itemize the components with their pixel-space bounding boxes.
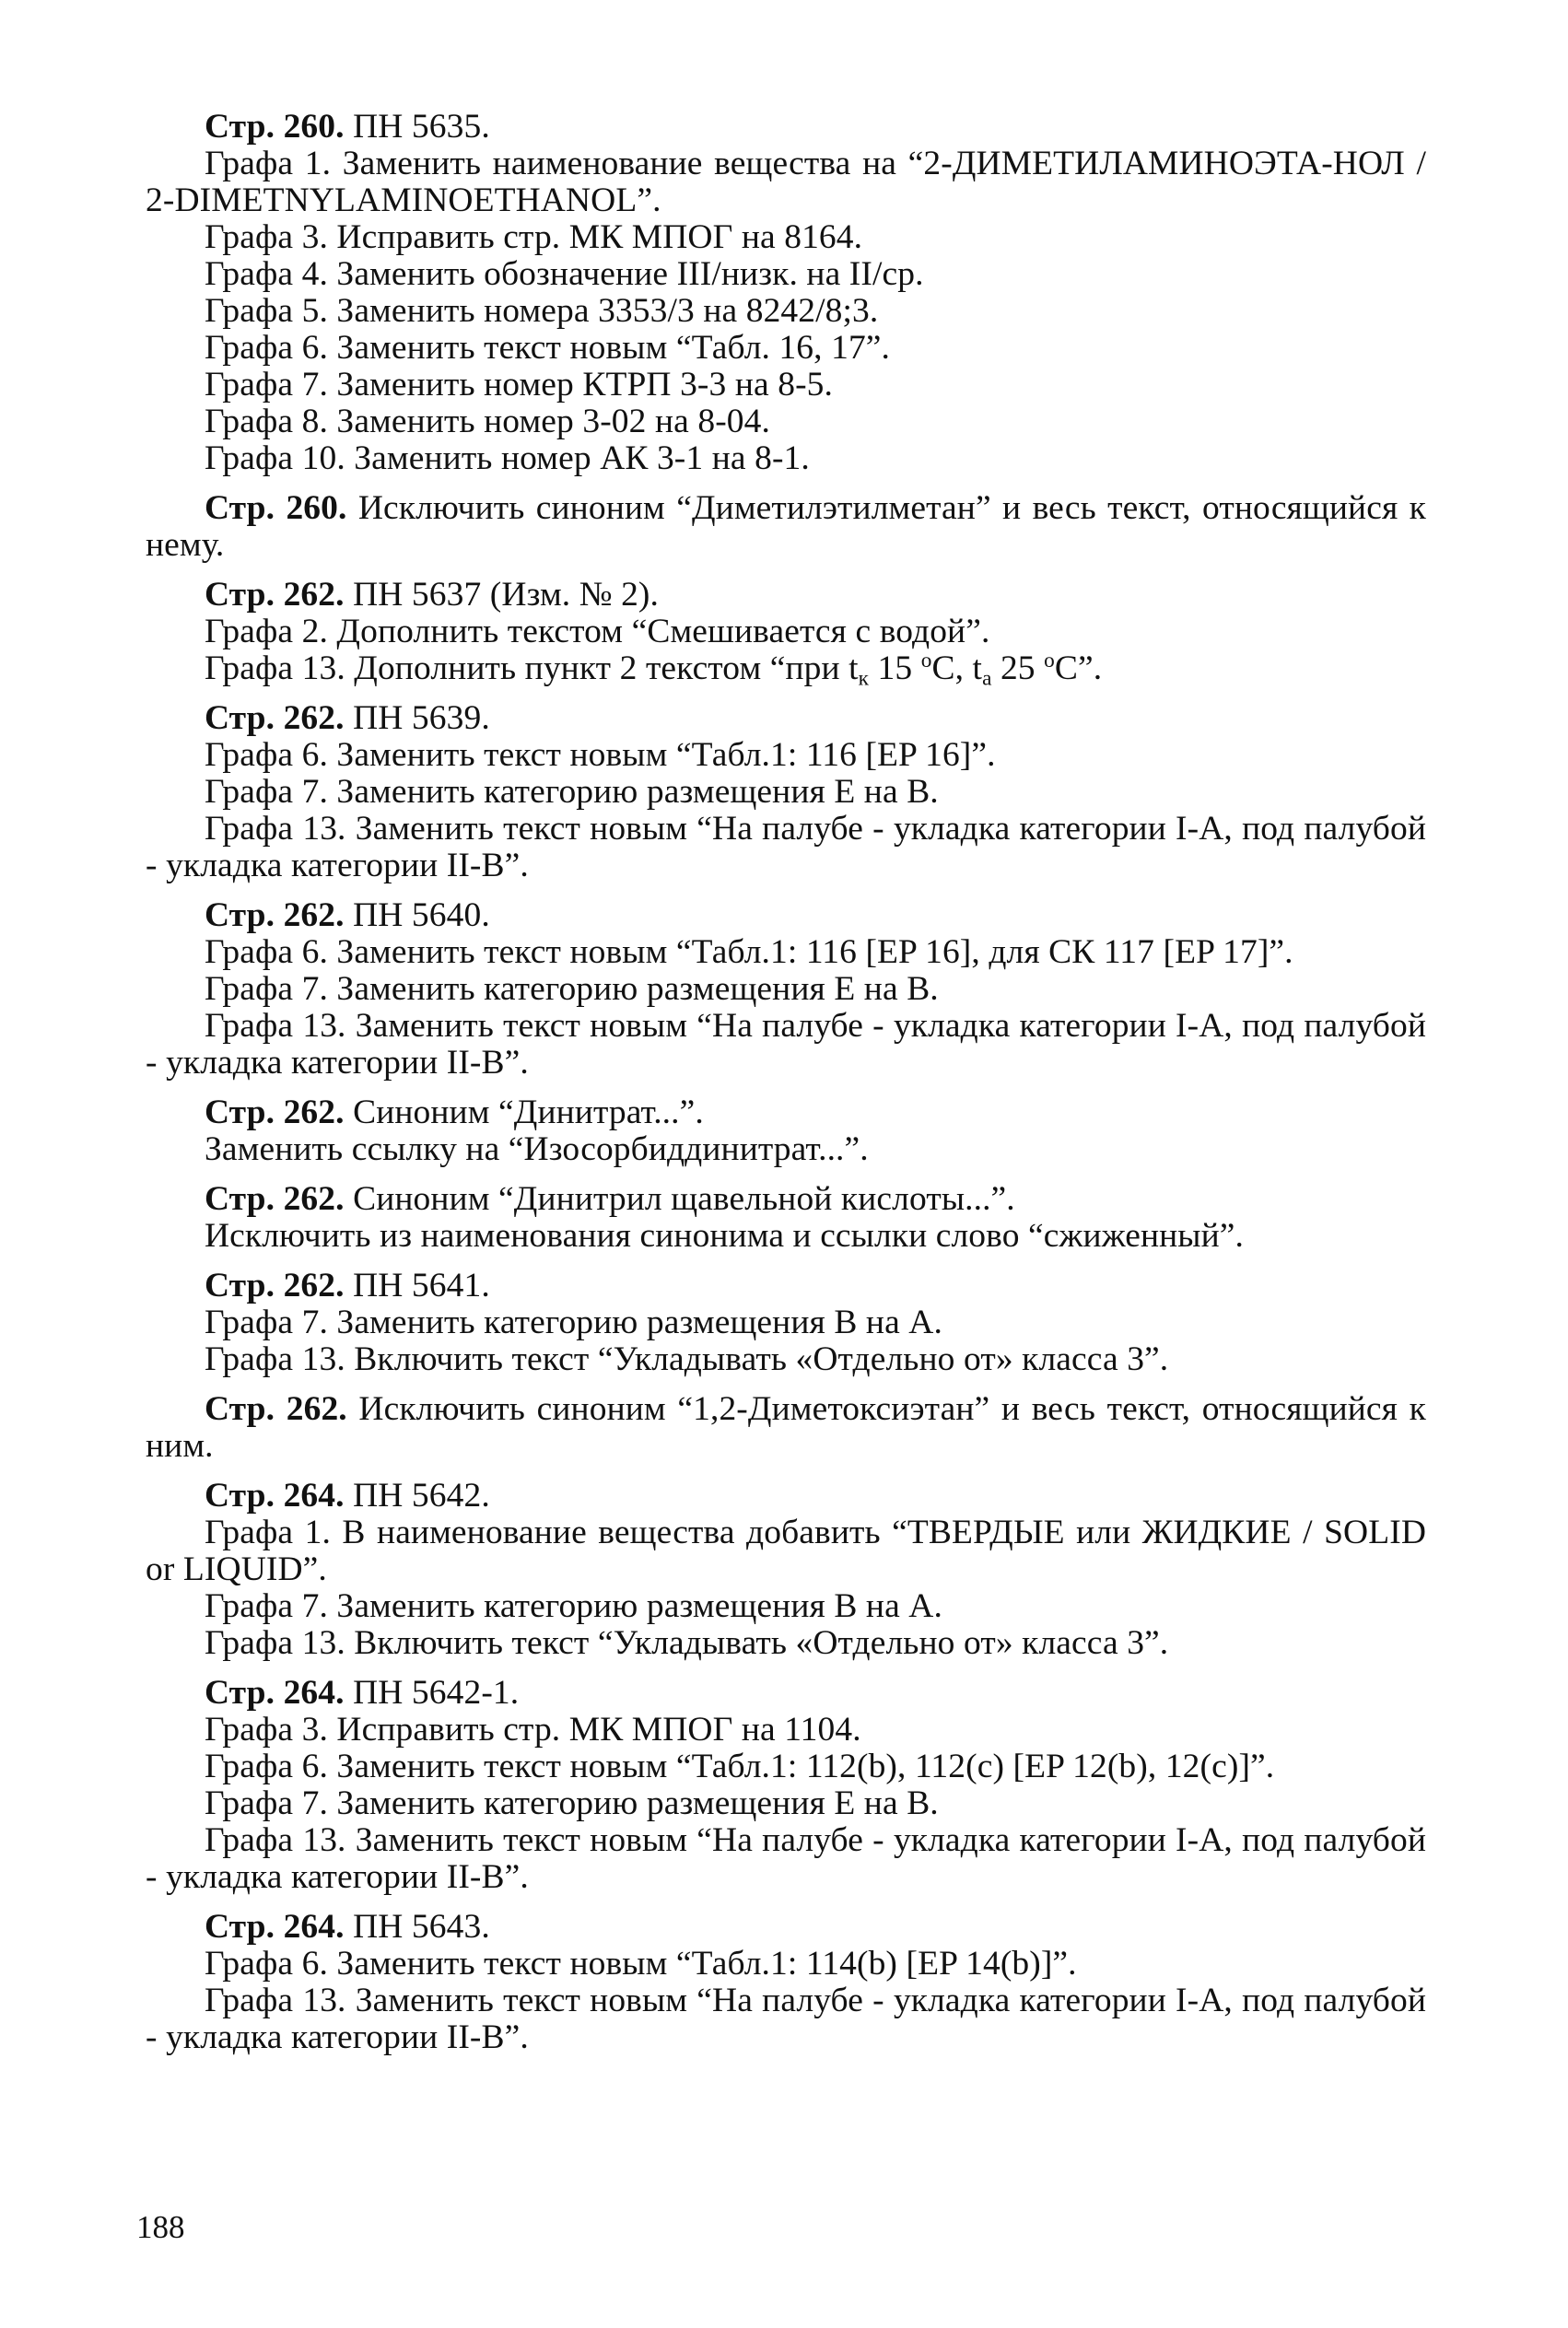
entry-heading — [146, 577, 1426, 614]
amendment-line: Исключить из наименования синонима и ссылки слово “сжиженный”. — [205, 1217, 1244, 1255]
entry-heading — [146, 1181, 1426, 1218]
amendment-entry — [146, 109, 1426, 477]
amendment-line: Графа 6. Заменить текст новым “Табл.1: 114(b) [EP 14(b)]”. — [205, 1945, 1077, 1983]
entry-heading-text: ПН 5635. — [344, 108, 490, 146]
page-reference: Стр. 260. — [205, 489, 347, 527]
amendment-line-temperature: Графа 13. Дополнить пункт 2 текстом “при $t_к$ 15 $^o$C, $t_a$ 25 $^o$C”. — [205, 649, 1103, 691]
amendment-line: Графа 7. Заменить категорию размещения В на А. — [205, 1587, 942, 1625]
entry-heading-text: ПН 5639. — [344, 699, 490, 737]
entry-heading — [146, 1268, 1426, 1304]
amendment-entry — [146, 1268, 1426, 1378]
page-reference: Стр. 262. — [205, 1390, 347, 1428]
page-reference: Стр. 264. — [205, 1477, 345, 1515]
entry-heading — [146, 1094, 1426, 1131]
amendment-line: Графа 6. Заменить текст новым “Табл. 16, 17”. — [205, 329, 891, 367]
amendment-line: Графа 8. Заменить номер 3-02 на 8-04. — [205, 403, 770, 440]
entry-heading — [146, 1909, 1426, 1946]
entry-heading-text: ПН 5642-1. — [344, 1674, 520, 1712]
amendment-line: Графа 13. Включить текст “Укладывать «Отдельно от» класса 3”. — [205, 1624, 1169, 1662]
page-reference: Стр. 262. — [205, 1267, 345, 1304]
entry-heading — [146, 1478, 1426, 1515]
page-reference: Стр. 262. — [205, 896, 345, 934]
amendment-line: Графа 13. Заменить текст новым “На палубе - укладка категории I-А, под палубой - укладка категории II-В”. — [146, 810, 1426, 884]
entry-heading-text: Исключить синоним “Диметилэтилметан” и весь текст, относящийся к нему. — [146, 489, 1426, 564]
amendment-line: Заменить ссылку на “Изосорбиддинитрат...”. — [205, 1130, 869, 1168]
page-reference: Стр. 264. — [205, 1674, 345, 1712]
entry-heading-text: ПН 5642. — [344, 1477, 490, 1515]
amendment-line: Графа 6. Заменить текст новым “Табл.1: 112(b), 112(c) [EP 12(b), 12(c)]”. — [205, 1748, 1275, 1785]
amendment-line: Графа 1. Заменить наименование вещества на “2-ДИМЕТИЛАМИНОЭТА-НОЛ / 2-DIMETNYLAMINOETHANOL”. — [146, 145, 1426, 219]
amendment-entry — [146, 1478, 1426, 1662]
page-reference: Стр. 262. — [205, 1094, 345, 1131]
amendment-line: Графа 3. Исправить стр. МК МПОГ на 8164. — [205, 218, 863, 256]
entry-heading-text: Исключить синоним “1,2-Диметоксиэтан” и весь текст, относящийся к ним. — [146, 1390, 1426, 1465]
amendment-line: Графа 5. Заменить номера 3353/3 на 8242/8;3. — [205, 292, 879, 330]
amendment-line: Графа 7. Заменить категорию размещения Е на В. — [205, 970, 939, 1008]
entry-heading-text: ПН 5641. — [344, 1267, 490, 1304]
amendment-line: Графа 7. Заменить категорию размещения В на А. — [205, 1304, 942, 1341]
entry-heading — [146, 897, 1426, 934]
page-reference: Стр. 262. — [205, 1180, 345, 1218]
entry-heading — [146, 109, 1426, 146]
amendment-entry — [146, 490, 1426, 564]
amendment-entry — [146, 1094, 1426, 1168]
page-reference: Стр. 260. — [205, 108, 345, 146]
entry-heading-text: ПН 5637 (Изм. № 2). — [344, 576, 659, 614]
amendment-entry — [146, 1391, 1426, 1465]
entry-heading-text: Синоним “Динитрил щавельной кислоты...”. — [344, 1180, 1015, 1218]
entry-heading-text: ПН 5643. — [344, 1908, 490, 1946]
amendment-line: Графа 10. Заменить номер АК 3-1 на 8-1. — [205, 439, 810, 477]
amendment-line: Графа 3. Исправить стр. МК МПОГ на 1104. — [205, 1711, 861, 1749]
amendment-line: Графа 6. Заменить текст новым “Табл.1: 116 [EP 16]”. — [205, 736, 996, 774]
entry-heading — [146, 700, 1426, 737]
amendment-line: Графа 7. Заменить номер КТРП 3-3 на 8-5. — [205, 366, 833, 404]
entry-heading — [146, 1391, 1426, 1465]
amendment-line: Графа 4. Заменить обозначение III/низк. на II/ср. — [205, 255, 924, 293]
page-number: 188 — [136, 2209, 185, 2245]
amendment-entry — [146, 1675, 1426, 1896]
entry-heading — [146, 1675, 1426, 1712]
entry-heading — [146, 490, 1426, 564]
amendment-entry — [146, 1909, 1426, 2056]
entry-heading-text: Синоним “Динитрат...”. — [344, 1094, 704, 1131]
page-reference: Стр. 264. — [205, 1908, 345, 1946]
entry-heading-text: ПН 5640. — [344, 896, 490, 934]
amendment-line: Графа 6. Заменить текст новым “Табл.1: 116 [EP 16], для СК 117 [EP 17]”. — [205, 933, 1293, 971]
amendment-entry — [146, 1181, 1426, 1255]
amendment-line: Графа 7. Заменить категорию размещения Е на В. — [205, 1784, 939, 1822]
amendment-entry — [146, 576, 1426, 691]
amendment-entry — [146, 700, 1426, 884]
amendment-entry — [146, 897, 1426, 1082]
amendment-line: Графа 13. Включить текст “Укладывать «Отдельно от» класса 3”. — [205, 1340, 1169, 1378]
amendment-line: Графа 7. Заменить категорию размещения Е на В. — [205, 773, 939, 811]
amendment-line: Графа 13. Заменить текст новым “На палубе - укладка категории I-А, под палубой - укладка категории II-В”. — [146, 1982, 1426, 2056]
document-body — [146, 109, 1426, 2069]
page-reference: Стр. 262. — [205, 576, 345, 614]
amendment-line: Графа 1. В наименование вещества добавить “ТВЕРДЫЕ или ЖИДКИЕ / SOLID or LIQUID”. — [146, 1514, 1426, 1588]
page-reference: Стр. 262. — [205, 699, 345, 737]
amendment-line: Графа 13. Заменить текст новым “На палубе - укладка категории I-А, под палубой - укладка категории II-В”. — [146, 1821, 1426, 1896]
amendment-line: Графа 2. Дополнить текстом “Смешивается с водой”. — [205, 613, 990, 650]
amendment-line: Графа 13. Заменить текст новым “На палубе - укладка категории I-А, под палубой - укладка категории II-В”. — [146, 1007, 1426, 1082]
